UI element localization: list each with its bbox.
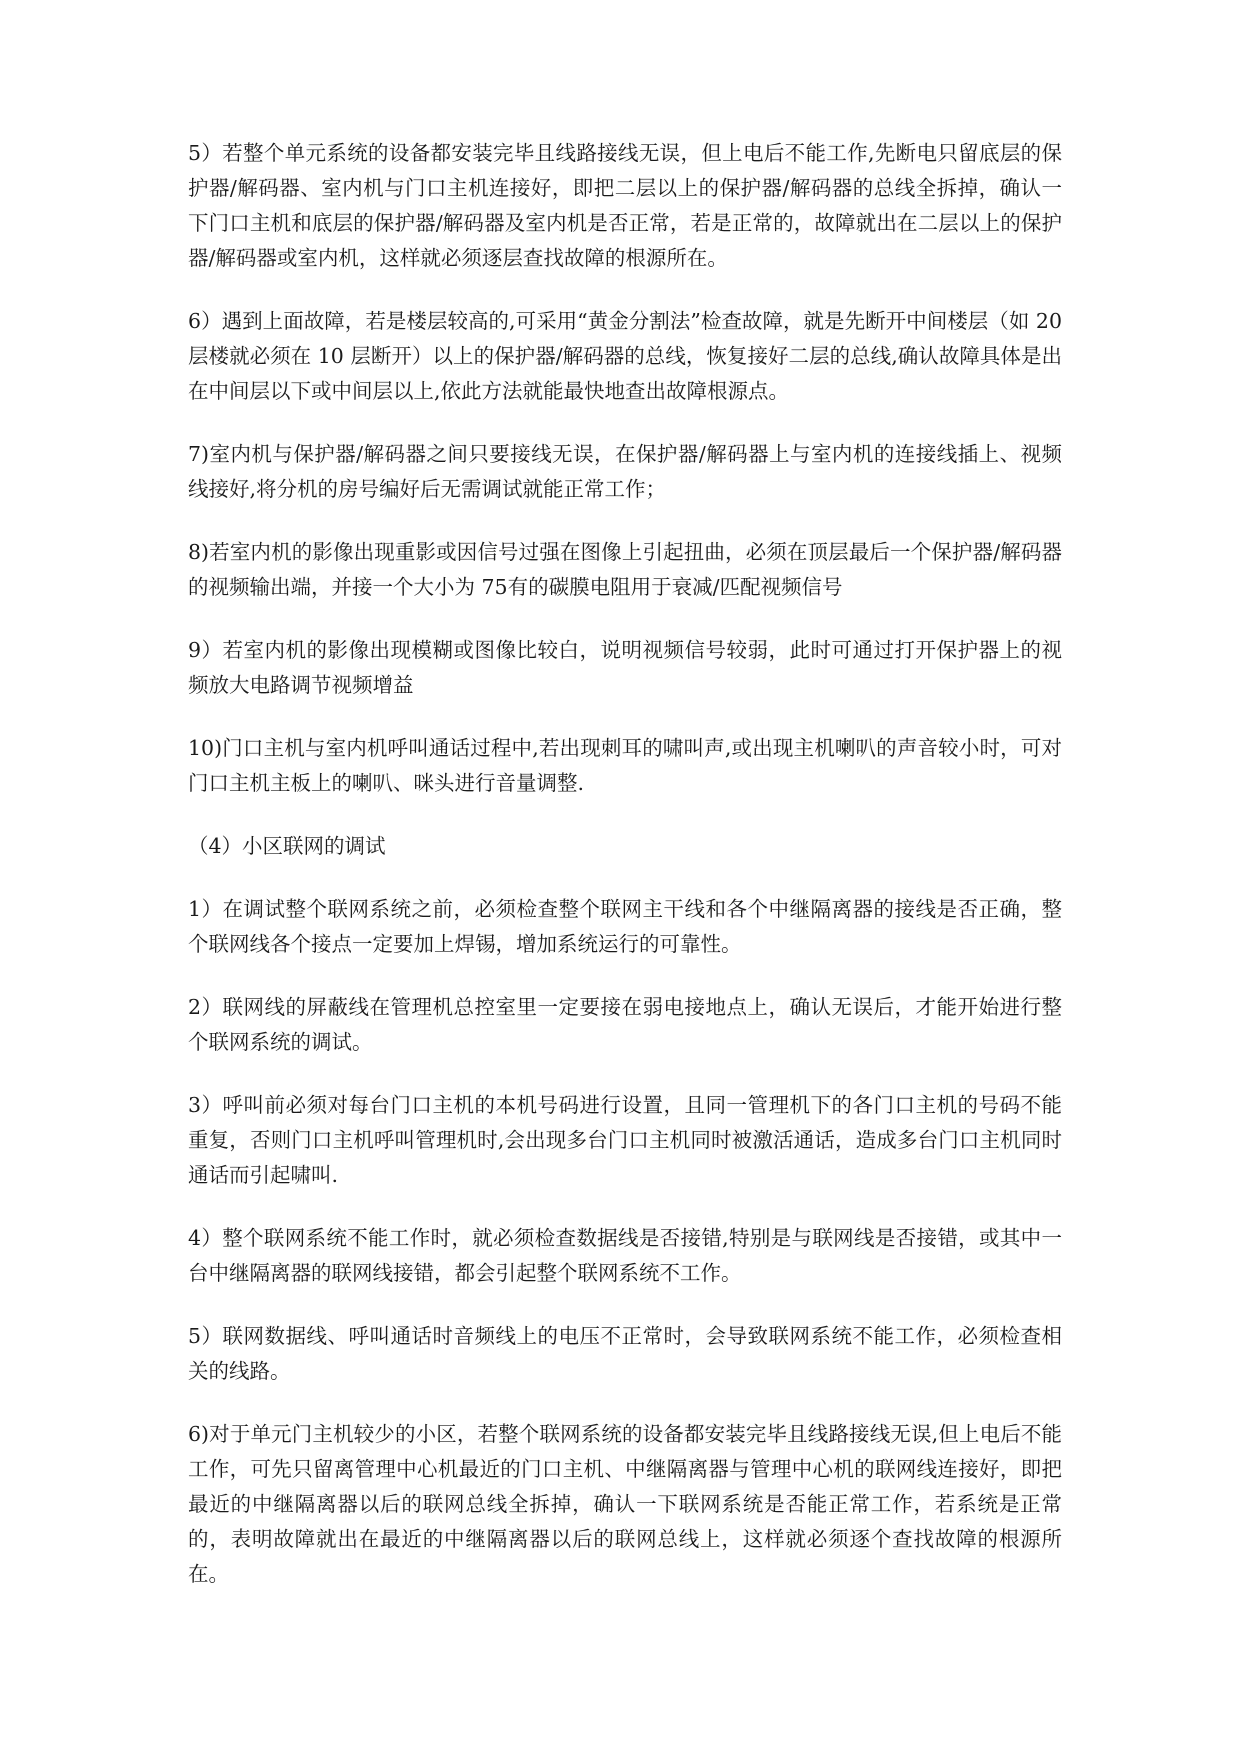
paragraph-9-blurry-image: 9）若室内机的影像出现模糊或图像比较白，说明视频信号较弱，此时可通过打开保护器上的视频放大电路调节视频增益	[188, 638, 1062, 697]
document-page	[188, 136, 1062, 1620]
paragraph-net-3: 3）呼叫前必须对每台门口主机的本机号码进行设置，且同一管理机下的各门口主机的号码不能重复，否则门口主机呼叫管理机时,会出现多台门口主机同时被激活通话，造成多台门口主机同时通话而引起啸叫.	[188, 1093, 1062, 1187]
section-heading-network-debug: （4）小区联网的调试	[188, 834, 386, 858]
paragraph-net-6: 6)对于单元门主机较少的小区，若整个联网系统的设备都安装完毕且线路接线无误,但上电后不能工作，可先只留离管理中心机最近的门口主机、中继隔离器与管理中心机的联网线连接好，即把最近的中继隔离器以后的联网总线全拆掉，确认一下联网系统是否能正常工作，若系统是正常的，表明故障就出在最近的中继隔离器以后的联网总线上，这样就必须逐个查找故障的根源所在。	[188, 1422, 1062, 1586]
paragraph-net-4: 4）整个联网系统不能工作时，就必须检查数据线是否接错,特别是与联网线是否接错，或其中一台中继隔离器的联网线接错，都会引起整个联网系统不工作。	[188, 1226, 1062, 1285]
paragraph-10-howling: 10)门口主机与室内机呼叫通话过程中,若出现刺耳的啸叫声,或出现主机喇叭的声音较小时，可对门口主机主板上的喇叭、咪头进行音量调整.	[188, 736, 1062, 795]
paragraph-8-ghost-image: 8)若室内机的影像出现重影或因信号过强在图像上引起扭曲，必须在顶层最后一个保护器/解码器的视频输出端，并接一个大小为 75有的碳膜电阻用于衰减/匹配视频信号	[188, 540, 1062, 599]
paragraph-net-2: 2）联网线的屏蔽线在管理机总控室里一定要接在弱电接地点上，确认无误后，才能开始进行整个联网系统的调试。	[188, 995, 1062, 1054]
paragraph-7-indoor-unit: 7)室内机与保护器/解码器之间只要接线无误，在保护器/解码器上与室内机的连接线插上、视频线接好,将分机的房号编好后无需调试就能正常工作；	[188, 442, 1062, 501]
paragraph-net-5: 5）联网数据线、呼叫通话时音频线上的电压不正常时，会导致联网系统不能工作，必须检查相关的线路。	[188, 1324, 1062, 1383]
paragraph-5-unit-system: 5）若整个单元系统的设备都安装完毕且线路接线无误，但上电后不能工作,先断电只留底层的保护器/解码器、室内机与门口主机连接好，即把二层以上的保护器/解码器的总线全拆掉，确认一下门口主机和底层的保护器/解码器及室内机是否正常，若是正常的，故障就出在二层以上的保护器/解码器或室内机，这样就必须逐层查找故障的根源所在。	[188, 141, 1062, 270]
paragraph-6-golden-section: 6）遇到上面故障，若是楼层较高的,可采用“黄金分割法”检查故障，就是先断开中间楼层（如 20 层楼就必须在 10 层断开）以上的保护器/解码器的总线，恢复接好二层的总线,确认故障具体是出在中间层以下或中间层以上,依此方法就能最快地查出故障根源点。	[188, 309, 1062, 403]
paragraph-net-1: 1）在调试整个联网系统之前，必须检查整个联网主干线和各个中继隔离器的接线是否正确，整个联网线各个接点一定要加上焊锡，增加系统运行的可靠性。	[188, 897, 1062, 956]
